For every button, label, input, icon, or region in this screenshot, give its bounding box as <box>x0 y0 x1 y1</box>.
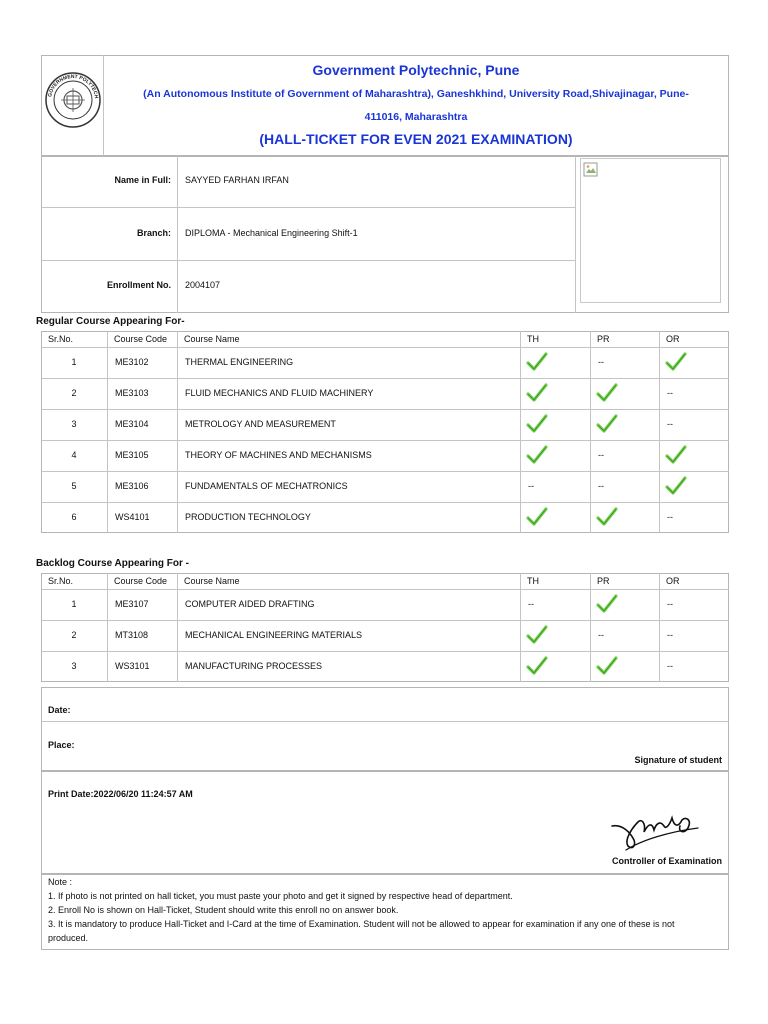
backlog-cell-or: -- <box>667 629 673 640</box>
print-date: Print Date:2022/06/20 11:24:57 AM <box>48 789 193 799</box>
info-row-sep-1 <box>41 207 575 208</box>
checkmark-icon <box>596 413 618 435</box>
note-line-3: 3. It is mandatory to produce Hall-Ticket and I-Card at the time of Examination. Student will not be allowed to appear for examination if any one of these is not <box>48 919 675 929</box>
regular-cell-code: ME3102 <box>115 356 149 367</box>
info-row-sep-2 <box>41 260 575 261</box>
regular-cell-or: -- <box>667 511 673 522</box>
regular-cell-code: ME3106 <box>115 480 149 491</box>
checkmark-icon <box>526 382 548 404</box>
backlog-header-or: OR <box>666 576 680 586</box>
regular-cell-name: PRODUCTION TECHNOLOGY <box>185 511 311 522</box>
note-title: Note : <box>48 877 73 887</box>
note-line-2: 2. Enroll No is shown on Hall-Ticket, Student should write this enroll no on answer book. <box>48 905 399 915</box>
backlog-cell-sr: 1 <box>71 598 77 609</box>
regular-cell-sr: 3 <box>71 418 77 429</box>
info-divider-photo <box>575 156 576 313</box>
regular-cell-pr: -- <box>598 480 604 491</box>
hall-ticket-title: (HALL-TICKET FOR EVEN 2021 EXAMINATION) <box>259 131 573 147</box>
regular-cell-sr: 6 <box>71 511 77 522</box>
backlog-cell-or: -- <box>667 660 673 671</box>
backlog-cell-sr: 3 <box>71 660 77 671</box>
backlog-cell-code: ME3107 <box>115 598 149 609</box>
checkmark-icon <box>596 382 618 404</box>
date-label: Date: <box>48 705 71 715</box>
backlog-row-separator <box>41 589 729 590</box>
regular-header-or: OR <box>666 334 680 344</box>
backlog-cell-code: WS3101 <box>115 660 150 671</box>
regular-cell-name: THERMAL ENGINEERING <box>185 356 294 367</box>
date-sep <box>41 721 729 722</box>
checkmark-icon <box>665 351 687 373</box>
regular-header-sr: Sr.No. <box>48 334 74 344</box>
regular-cell-name: THEORY OF MACHINES AND MECHANISMS <box>185 449 372 460</box>
regular-cell-th: -- <box>528 480 534 491</box>
controller-signature-image <box>608 806 702 854</box>
regular-row-separator <box>41 409 729 410</box>
regular-cell-code: ME3105 <box>115 449 149 460</box>
regular-cell-pr: -- <box>598 449 604 460</box>
student-name: SAYYED FARHAN IRFAN <box>185 175 289 185</box>
backlog-cell-name: MANUFACTURING PROCESSES <box>185 660 323 671</box>
place-label: Place: <box>48 740 75 750</box>
regular-cell-or: -- <box>667 387 673 398</box>
regular-row-separator <box>41 440 729 441</box>
regular-cell-pr: -- <box>598 356 604 367</box>
checkmark-icon <box>526 413 548 435</box>
regular-cell-sr: 2 <box>71 387 77 398</box>
regular-heading: Regular Course Appearing For- <box>36 316 185 327</box>
institute-address-line1: (An Autonomous Institute of Government of Maharashtra), Ganeshkhind, University Road,Shivajinagar, Pune- <box>143 88 689 100</box>
backlog-cell-pr: -- <box>598 629 604 640</box>
institute-logo <box>44 71 102 129</box>
checkmark-icon <box>526 351 548 373</box>
backlog-header-sr: Sr.No. <box>48 576 74 586</box>
backlog-row-separator <box>41 651 729 652</box>
name-label: Name in Full: <box>114 175 171 185</box>
regular-cell-code: ME3103 <box>115 387 149 398</box>
broken-image-icon <box>583 162 599 178</box>
student-branch: DIPLOMA - Mechanical Engineering Shift-1 <box>185 228 358 238</box>
backlog-cell-th: -- <box>528 598 534 609</box>
checkmark-icon <box>596 593 618 615</box>
checkmark-icon <box>526 655 548 677</box>
regular-cell-name: METROLOGY AND MEASUREMENT <box>185 418 336 429</box>
regular-header-name: Course Name <box>184 334 240 344</box>
student-photo-placeholder <box>580 158 721 303</box>
checkmark-icon <box>526 444 548 466</box>
backlog-header-name: Course Name <box>184 576 240 586</box>
branch-label: Branch: <box>136 228 171 238</box>
student-signature-label: Signature of student <box>634 755 722 765</box>
backlog-cell-name: MECHANICAL ENGINEERING MATERIALS <box>185 629 363 640</box>
institute-address-line2: 411016, Maharashtra <box>364 111 468 123</box>
backlog-header-code: Course Code <box>114 576 168 586</box>
regular-cell-name: FUNDAMENTALS OF MECHATRONICS <box>185 480 348 491</box>
regular-cell-code: ME3104 <box>115 418 149 429</box>
checkmark-icon <box>596 506 618 528</box>
enrollment-label: Enrollment No. <box>106 280 171 290</box>
note-line-3-cont: produced. <box>48 933 89 943</box>
institute-name: Government Polytechnic, Pune <box>312 62 520 78</box>
checkmark-icon <box>665 444 687 466</box>
backlog-cell-name: COMPUTER AIDED DRAFTING <box>185 598 315 609</box>
regular-header-pr: PR <box>597 334 610 344</box>
controller-label: Controller of Examination <box>611 856 722 866</box>
regular-row-separator <box>41 471 729 472</box>
regular-row-separator <box>41 347 729 348</box>
enrollment-number: 2004107 <box>185 280 221 290</box>
regular-cell-or: -- <box>667 418 673 429</box>
backlog-header-pr: PR <box>597 576 610 586</box>
regular-cell-sr: 1 <box>71 356 77 367</box>
regular-cell-code: WS4101 <box>115 511 150 522</box>
regular-header-th: TH <box>527 334 539 344</box>
regular-header-code: Course Code <box>114 334 168 344</box>
backlog-heading: Backlog Course Appearing For - <box>36 558 189 569</box>
logo-text: GOVERNMENT POLYTECH <box>47 73 99 99</box>
info-divider-label <box>177 156 178 313</box>
checkmark-icon <box>665 475 687 497</box>
regular-row-separator <box>41 378 729 379</box>
backlog-cell-or: -- <box>667 598 673 609</box>
regular-cell-name: FLUID MECHANICS AND FLUID MACHINERY <box>185 387 374 398</box>
svg-text:GOVERNMENT POLYTECHNIC PUNE <box>44 71 99 99</box>
backlog-header-th: TH <box>527 576 539 586</box>
regular-row-separator <box>41 502 729 503</box>
checkmark-icon <box>596 655 618 677</box>
backlog-cell-code: MT3108 <box>115 629 149 640</box>
regular-cell-sr: 4 <box>71 449 77 460</box>
backlog-row-separator <box>41 620 729 621</box>
checkmark-icon <box>526 624 548 646</box>
note-line-1: 1. If photo is not printed on hall ticket, you must paste your photo and get it signed by respective head of department. <box>48 891 513 901</box>
backlog-cell-sr: 2 <box>71 629 77 640</box>
checkmark-icon <box>526 506 548 528</box>
regular-cell-sr: 5 <box>71 480 77 491</box>
